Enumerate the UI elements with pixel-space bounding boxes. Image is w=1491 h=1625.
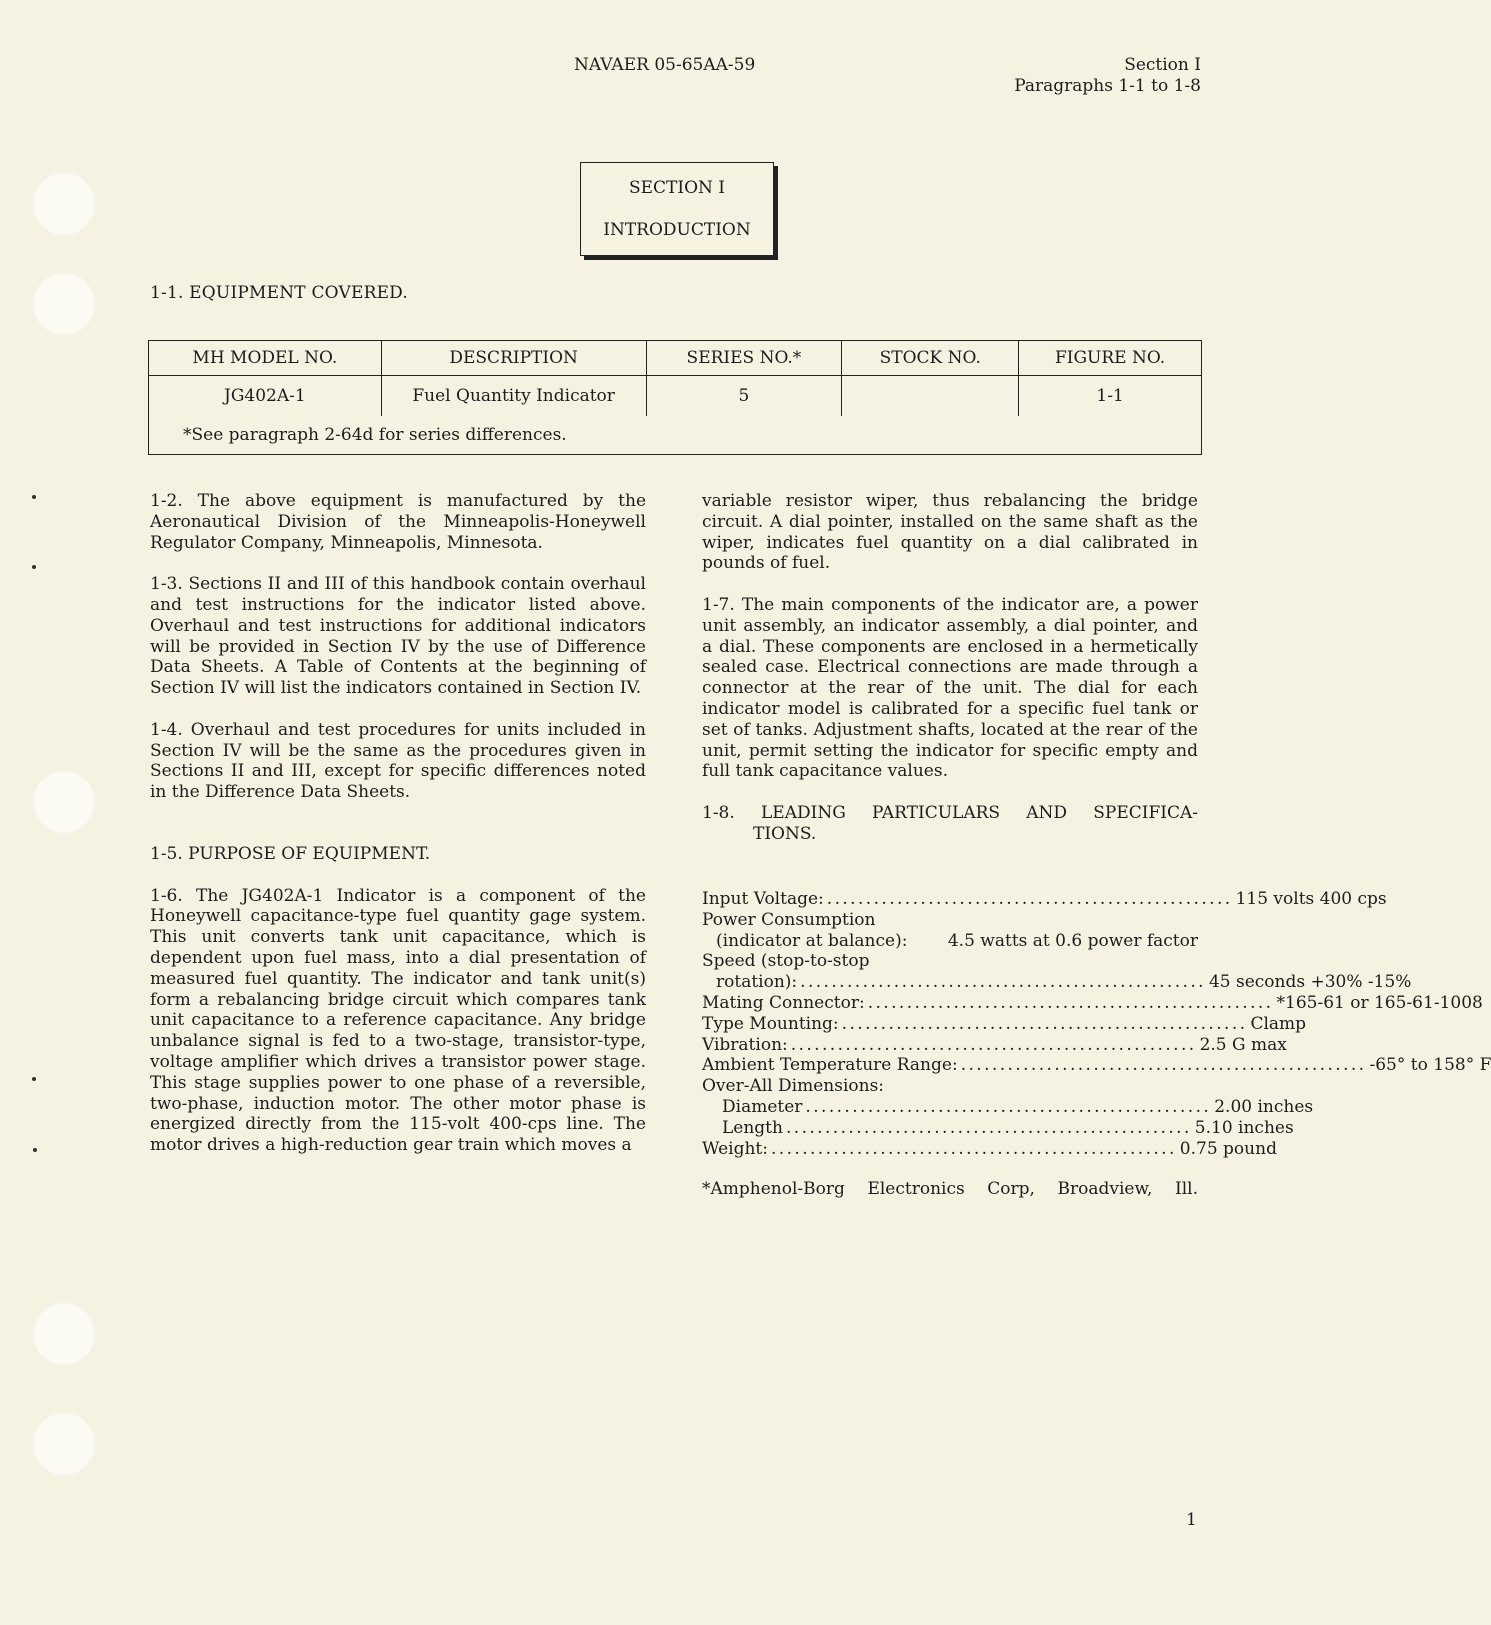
spec-row-vibration: Vibration: .................................................... 2.5 G max <box>702 1034 1287 1055</box>
paragraph-1-6-continued: variable resistor wiper, thus rebalancing the bridge circuit. A dial pointer, installed on the same shaft as the wiper, indicates fuel quantity on a dial calibrated in pounds of fuel. <box>702 491 1198 574</box>
specifications-heading-line1: 1-8. LEADING PARTICULARS AND SPECIFICA- <box>702 802 1198 823</box>
spec-row-input-voltage: Input Voltage: .................................................... 115 volts 400 cps <box>702 889 1387 909</box>
spec-label: Over-All Dimensions: <box>702 1076 885 1097</box>
spec-value: Clamp <box>1250 1013 1307 1034</box>
equipment-table <box>148 340 1202 455</box>
paragraph-1-2: 1-2. The above equipment is manufactured by the Aeronautical Division of the Minneapolis-Honeywell Regulator Company, Minneapolis, Minnesota. <box>150 491 646 553</box>
paragraphs-range: Paragraphs 1-1 to 1-8 <box>1014 76 1201 96</box>
spec-value: *165-61 or 165-61-1008 <box>1276 992 1483 1013</box>
spec-row-weight: Weight: .................................................... 0.75 pound <box>702 1138 1277 1159</box>
spec-value: 4.5 watts at 0.6 power factor <box>947 930 1198 951</box>
spec-value: 5.10 inches <box>1194 1117 1294 1138</box>
col-header-series: SERIES NO.* <box>646 341 842 376</box>
spec-label: Power Consumption <box>702 909 876 930</box>
spec-label: Type Mounting: <box>702 1013 839 1034</box>
paragraph-1-3: 1-3. Sections II and III of this handbook contain overhaul and test instructions for the indicator listed above. Overhaul and test instructions for additional indicators will be provided in Section IV by the use of Difference Data Sheets. A Table of Contents at the beginning of Section IV will list the indicators contained in Section IV. <box>150 574 646 699</box>
spec-value: 45 seconds +30% -15% <box>1208 972 1412 993</box>
section-title: INTRODUCTION <box>603 220 751 240</box>
specifications-list <box>702 889 1491 1200</box>
spec-row-type-mounting: Type Mounting: .................................................... Clamp <box>702 1013 1307 1034</box>
spec-row-mating-connector: Mating Connector: .................................................... *165-61 or 165-61-1008 <box>702 992 1483 1013</box>
spec-row-ambient-temperature: Ambient Temperature Range: .................................................... -65° to 158° F <box>702 1055 1491 1076</box>
spec-row-power-sub <box>702 931 1198 952</box>
equipment-covered-heading: 1-1. EQUIPMENT COVERED. <box>150 283 409 303</box>
spec-row-power-consumption <box>702 910 1198 931</box>
table-row <box>149 376 1202 417</box>
cell-description: Fuel Quantity Indicator <box>381 376 646 417</box>
specifications-heading-line2: TIONS. <box>753 823 817 844</box>
connector-footnote: *Amphenol-Borg Electronics Corp, Broadview, Ill. <box>702 1179 1198 1200</box>
spec-row-length: Length .................................................... 5.10 inches <box>722 1117 1294 1138</box>
left-column <box>150 491 646 1156</box>
spec-row-speed <box>702 951 1198 972</box>
col-header-figure: FIGURE NO. <box>1019 341 1202 376</box>
col-header-description: DESCRIPTION <box>381 341 646 376</box>
specifications-heading <box>702 803 1198 845</box>
section-label: Section I <box>1124 55 1201 75</box>
paragraph-1-7: 1-7. The main components of the indicator are, a power unit assembly, an indicator assembly, a dial pointer, and a dial. These components are enclosed in a hermetically sealed case. Electrical connections are made through a connector at the rear of the unit. The dial for each indicator model is calibrated for a specific fuel tank or set of tanks. Adjustment shafts, located at the rear of the unit, permit setting the indicator for specific empty and full tank capacitance values. <box>702 594 1198 782</box>
cell-figure: 1-1 <box>1019 376 1202 417</box>
purpose-heading: 1-5. PURPOSE OF EQUIPMENT. <box>150 843 431 864</box>
paragraph-1-6: 1-6. The JG402A-1 Indicator is a component of the Honeywell capacitance-type fuel quantity gage system. This unit converts tank unit capacitance, which is dependent upon fuel mass, into a dial presentation of measured fuel quantity. The indicator and tank unit(s) form a rebalancing bridge circuit which compares tank unit capacitance to a reference capacitance. Any bridge unbalance signal is fed to a two-stage, transistor-type, voltage amplifier which drives a transistor power stage. This stage supplies power to one phase of a reversible, two-phase, induction motor. The other motor phase is energized directly from the 115-volt 400-cps line. The motor drives a high-reduction gear train which moves a <box>150 885 646 1156</box>
spec-label: Ambient Temperature Range: <box>702 1055 958 1076</box>
cell-model: JG402A-1 <box>149 376 382 417</box>
punch-hole-top <box>32 172 96 236</box>
speck <box>33 1148 37 1152</box>
spec-value: 115 volts 400 cps <box>1235 889 1387 909</box>
spec-label: rotation): <box>716 972 798 993</box>
spec-row-speed-sub: rotation): .................................................... 45 seconds +30% -15% <box>716 972 1412 993</box>
spec-value: 2.00 inches <box>1214 1096 1314 1117</box>
cell-stock <box>842 376 1019 417</box>
speck <box>32 565 36 569</box>
punch-hole-upper <box>32 272 96 336</box>
col-header-stock: STOCK NO. <box>842 341 1019 376</box>
right-column <box>702 491 1198 845</box>
series-note: *See paragraph 2-64d for series differences. <box>149 416 1202 455</box>
spec-row-overall-dimensions <box>702 1076 1198 1097</box>
punch-hole-bottom <box>32 1412 96 1476</box>
col-header-model: MH MODEL NO. <box>149 341 382 376</box>
spec-label: Diameter <box>722 1096 803 1117</box>
spec-value: 0.75 pound <box>1179 1138 1277 1159</box>
section-number: SECTION I <box>628 178 726 198</box>
spec-label: (indicator at balance): <box>716 930 908 951</box>
spec-value: 2.5 G max <box>1199 1034 1287 1055</box>
page-number: 1 <box>1186 1510 1197 1530</box>
speck <box>32 495 36 499</box>
punch-hole-lower <box>32 1302 96 1366</box>
spec-label: Length <box>722 1117 783 1138</box>
speck <box>32 1077 36 1081</box>
spec-value: -65° to 158° F <box>1369 1055 1491 1076</box>
spec-label: Speed (stop-to-stop <box>702 951 870 972</box>
spec-label: Input Voltage: <box>702 889 824 909</box>
spec-row-diameter: Diameter .................................................... 2.00 inches <box>722 1096 1314 1117</box>
cell-series: 5 <box>646 376 842 417</box>
section-title-box <box>580 162 774 256</box>
punch-hole-middle <box>32 770 96 834</box>
paragraph-1-4: 1-4. Overhaul and test procedures for units included in Section IV will be the same as the procedures given in Sections II and III, except for specific differences noted in the Difference Data Sheets. <box>150 719 646 803</box>
spec-label: Vibration: <box>702 1034 788 1055</box>
spec-label: Weight: <box>702 1138 768 1159</box>
document-number: NAVAER 05-65AA-59 <box>574 55 756 75</box>
spec-label: Mating Connector: <box>702 992 865 1013</box>
